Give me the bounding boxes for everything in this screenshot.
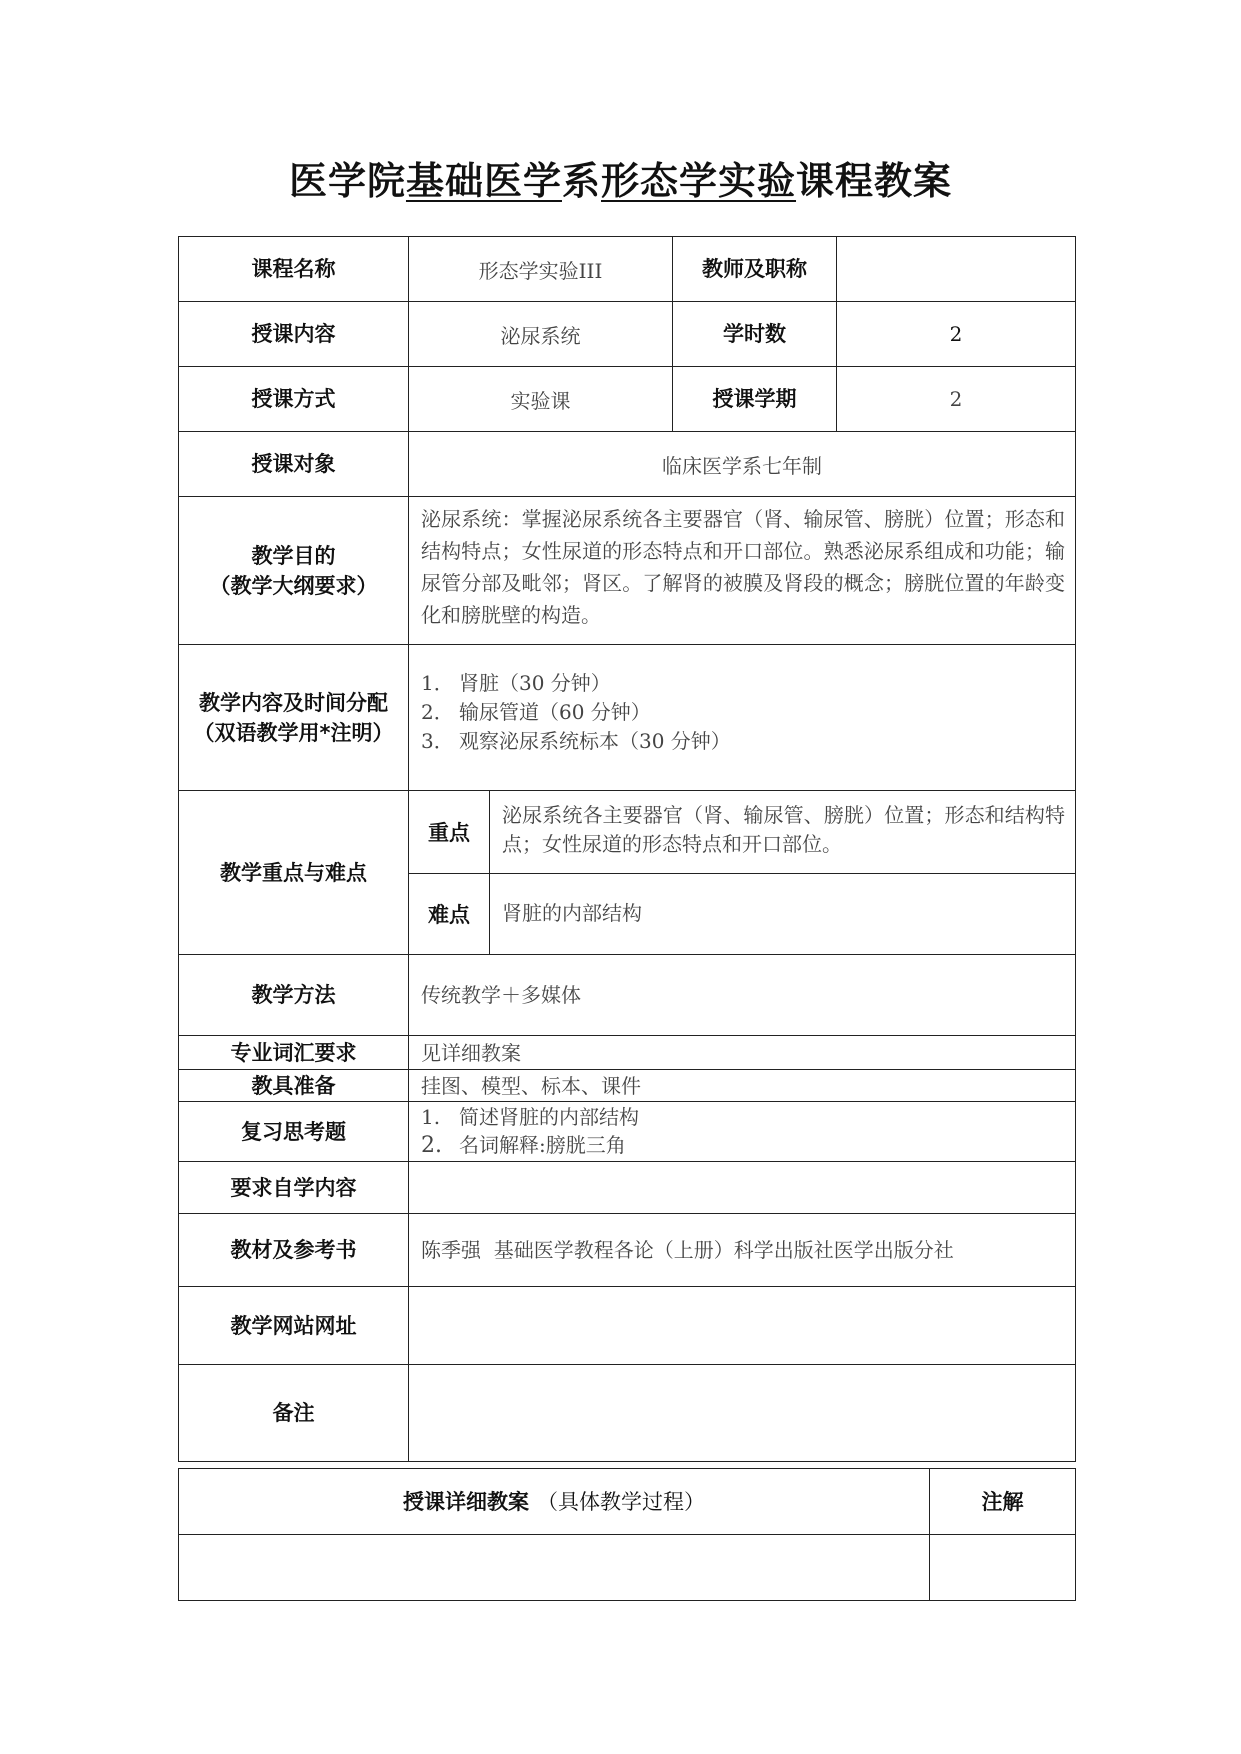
detail-header-sub: （具体教学过程） [537, 1489, 705, 1514]
tools-label: 教具准备 [179, 1070, 409, 1102]
row-website [179, 1287, 1076, 1365]
schedule-item [421, 698, 1063, 727]
review-item [421, 1131, 1063, 1160]
hours-value: 2 [837, 302, 1076, 367]
textbook-text: 陈季强 基础医学教程各论（上册）科学出版社医学出版分社 [409, 1214, 1076, 1287]
detail-body-row [179, 1535, 1076, 1601]
course-name-label: 课程名称 [179, 237, 409, 302]
tools-text: 挂图、模型、标本、课件 [409, 1070, 1076, 1102]
methods-label: 教学方法 [179, 955, 409, 1036]
objectives-text: 泌尿系统：掌握泌尿系统各主要器官（肾、输尿管、膀胱）位置；形态和结构特点；女性尿道的形态特点和开口部位。熟悉泌尿系组成和功能；输尿管分部及毗邻；肾区。了解肾的被膜及肾段的概念；膀胱位置的年龄变化和膀胱壁的构造。 [409, 497, 1076, 645]
key-point-text: 泌尿系统各主要器官（肾、输尿管、膀胱）位置；形态和结构特点；女性尿道的形态特点和开口部位。 [502, 803, 1066, 856]
objectives-label [179, 497, 409, 645]
row-method [179, 367, 1076, 432]
schedule-item-number: 1． [421, 671, 454, 695]
vocab-text: 见详细教案 [409, 1036, 1076, 1070]
row-textbook [179, 1214, 1076, 1287]
schedule-label [179, 645, 409, 791]
row-selfstudy [179, 1162, 1076, 1214]
method-label: 授课方式 [179, 367, 409, 432]
difficulty-label: 难点 [409, 873, 490, 954]
row-objectives [179, 497, 1076, 645]
title-part-5: 课程教案 [796, 159, 953, 203]
row-vocab [179, 1036, 1076, 1070]
row-schedule [179, 645, 1076, 791]
row-course-name [179, 237, 1076, 302]
review-list [409, 1102, 1076, 1162]
term-value: 2 [837, 367, 1076, 432]
title-part-1: 医学院 [288, 159, 406, 203]
course-name-value: 形态学实验III [409, 237, 673, 302]
difficulty-text: 肾脏的内部结构 [490, 873, 1076, 954]
remarks-text [409, 1365, 1076, 1462]
row-content [179, 302, 1076, 367]
objectives-label-line1: 教学目的 [251, 543, 336, 568]
review-label: 复习思考题 [179, 1102, 409, 1162]
schedule-label-line2: （双语教学用*注明） [193, 720, 394, 745]
schedule-item [421, 669, 1063, 698]
review-item [421, 1103, 1063, 1131]
row-audience [179, 432, 1076, 497]
row-remarks [179, 1365, 1076, 1462]
objectives-label-line2: （教学大纲要求） [209, 573, 378, 598]
content-label: 授课内容 [179, 302, 409, 367]
detail-header-main: 授课详细教案 [403, 1489, 529, 1514]
methods-text: 传统教学＋多媒体 [409, 955, 1076, 1036]
focus-label: 教学重点与难点 [179, 791, 409, 955]
schedule-list [409, 645, 1076, 791]
audience-value: 临床医学系七年制 [409, 432, 1076, 497]
schedule-item-text: 输尿管道（60 分钟） [459, 700, 651, 724]
vocab-label: 专业词汇要求 [179, 1036, 409, 1070]
key-point-label: 重点 [409, 791, 490, 873]
row-tools [179, 1070, 1076, 1102]
detail-note-cell [930, 1535, 1076, 1601]
website-label: 教学网站网址 [179, 1287, 409, 1365]
detail-header-row [179, 1469, 1076, 1535]
content-value: 泌尿系统 [409, 302, 673, 367]
schedule-item-text: 观察泌尿系统标本（30 分钟） [459, 729, 731, 753]
teacher-label: 教师及职称 [673, 237, 837, 302]
review-item-text: 名词解释:膀胱三角 [459, 1133, 626, 1157]
schedule-item-number: 2． [421, 700, 454, 724]
schedule-item [421, 727, 1063, 756]
schedule-label-line1: 教学内容及时间分配 [199, 690, 388, 715]
lesson-plan-table [178, 236, 1076, 1462]
teacher-value [837, 237, 1076, 302]
detail-note-header: 注解 [930, 1469, 1076, 1535]
selfstudy-label: 要求自学内容 [179, 1162, 409, 1214]
row-review [179, 1102, 1076, 1162]
selfstudy-text [409, 1162, 1076, 1214]
row-methods [179, 955, 1076, 1036]
website-text [409, 1287, 1076, 1365]
detail-plan-table [178, 1468, 1076, 1601]
review-item-number: 1. [421, 1105, 441, 1129]
row-focus [179, 791, 1076, 955]
page-title [0, 150, 1241, 205]
title-part-4-underlined: 形态学实验 [601, 159, 797, 203]
review-item-text: 简述肾脏的内部结构 [459, 1105, 639, 1129]
focus-subtable [409, 791, 1075, 954]
method-value: 实验课 [409, 367, 673, 432]
title-part-2-underlined: 基础医学 [405, 159, 562, 203]
title-part-3: 系 [561, 159, 601, 203]
schedule-item-number: 3． [421, 729, 454, 753]
term-label: 授课学期 [673, 367, 837, 432]
detail-header [179, 1469, 930, 1535]
review-item-number: 2. [421, 1133, 442, 1158]
audience-label: 授课对象 [179, 432, 409, 497]
schedule-item-text: 肾脏（30 分钟） [459, 671, 611, 695]
remarks-label: 备注 [179, 1365, 409, 1462]
hours-label: 学时数 [673, 302, 837, 367]
textbook-label: 教材及参考书 [179, 1214, 409, 1287]
detail-body-cell [179, 1535, 930, 1601]
focus-cell [409, 791, 1076, 955]
